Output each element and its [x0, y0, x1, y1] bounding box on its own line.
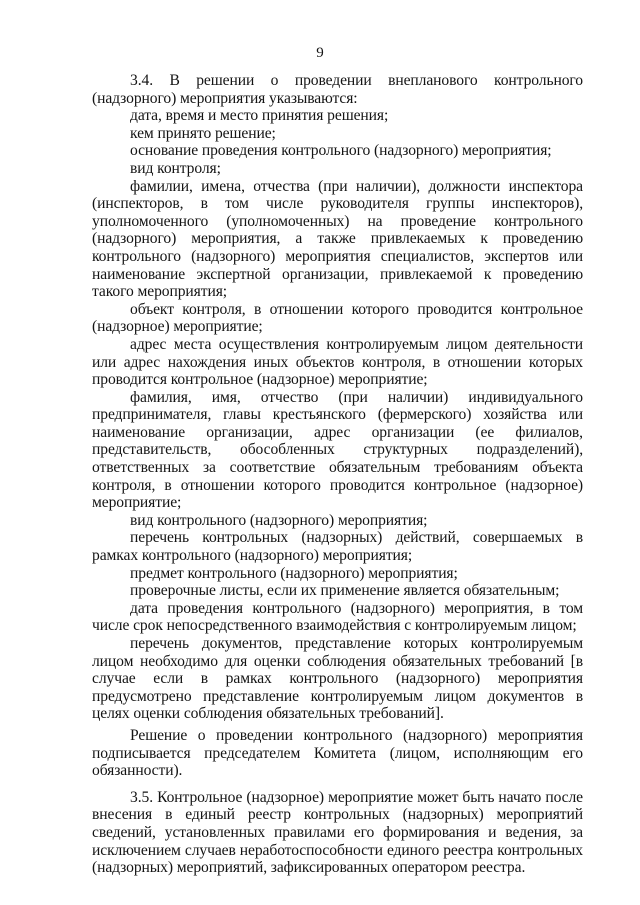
section-3-4-intro: 3.4. В решении о проведении внепланового контрольного (надзорного) мероприятия указываются: [92, 72, 583, 107]
list-item-control-object: объект контроля, в отношении которого проводится контрольное (надзорное) мероприятие; [92, 300, 583, 336]
list-item-activity-address: адрес места осуществления контролируемым лицом деятельности или адрес нахождения иных объектов контроля, в отношении которых проводится контрольное (надзорное) мероприятие; [92, 335, 583, 389]
list-item-controlled-person: фамилия, имя, отчество (при наличии) индивидуального предпринимателя, главы крестьянского (фермерского) хозяйства или наименование организации, адрес организации (ее филиалов, представительств, обособленных структурных подразделений), ответственных за соответствие обязательным требованиям объекта контроля, в отношении которого проводится контрольное (надзорное) мероприятие; [92, 388, 583, 512]
list-item-decision-maker: кем принято решение; [130, 124, 276, 142]
list-item-documents: перечень документов, представление которых контролируемым лицом необходимо для оценки соблюдения обязательных требований [в случае если в рамках контрольного (надзорного) мероприятия предусмотрено представление контролируемым лицом документов в целях оценки соблюдения обязательных требований]. [92, 635, 583, 723]
page-number: 9 [316, 45, 324, 61]
section-3-5: 3.5. Контрольное (надзорное) мероприятие может быть начато после внесения в единый реестр контрольных (надзорных) мероприятий сведений, установленных правилами его формирования и ведения, за исключением случаев неработоспособности единого реестра контрольных (надзорных) мероприятий, зафиксированных оператором реестра. [92, 788, 583, 877]
list-item-control-type: вид контроля; [130, 159, 221, 177]
list-item-event-type: вид контрольного (надзорного) мероприятия; [130, 511, 428, 529]
list-item-date-time-place: дата, время и место принятия решения; [130, 107, 389, 125]
document-body [92, 72, 583, 877]
signature-paragraph: Решение о проведении контрольного (надзорного) мероприятия подписывается председателем Комитета (лицом, исполняющим его обязанности). [92, 726, 583, 780]
list-item-dates: дата проведения контрольного (надзорного) мероприятия, в том числе срок непосредственного взаимодействия с контролируемым лицом; [92, 599, 583, 635]
list-item-actions: перечень контрольных (надзорных) действий, совершаемых в рамках контрольного (надзорного) мероприятия; [92, 529, 583, 565]
list-item-inspectors: фамилии, имена, отчества (при наличии), должности инспектора (инспекторов, в том числе руководителя группы инспекторов), уполномоченного (уполномоченных) на проведение контрольного (надзорного) мероприятия, а также привлекаемых к проведению контрольного (надзорного) мероприятия специалистов, экспертов или наименование экспертной организации, привлекаемой к проведению такого мероприятия; [92, 177, 583, 301]
list-item-checklists: проверочные листы, если их применение является обязательным; [130, 582, 560, 600]
list-item-grounds: основание проведения контрольного (надзорного) мероприятия; [130, 142, 552, 160]
list-item-subject: предмет контрольного (надзорного) мероприятия; [130, 564, 458, 582]
